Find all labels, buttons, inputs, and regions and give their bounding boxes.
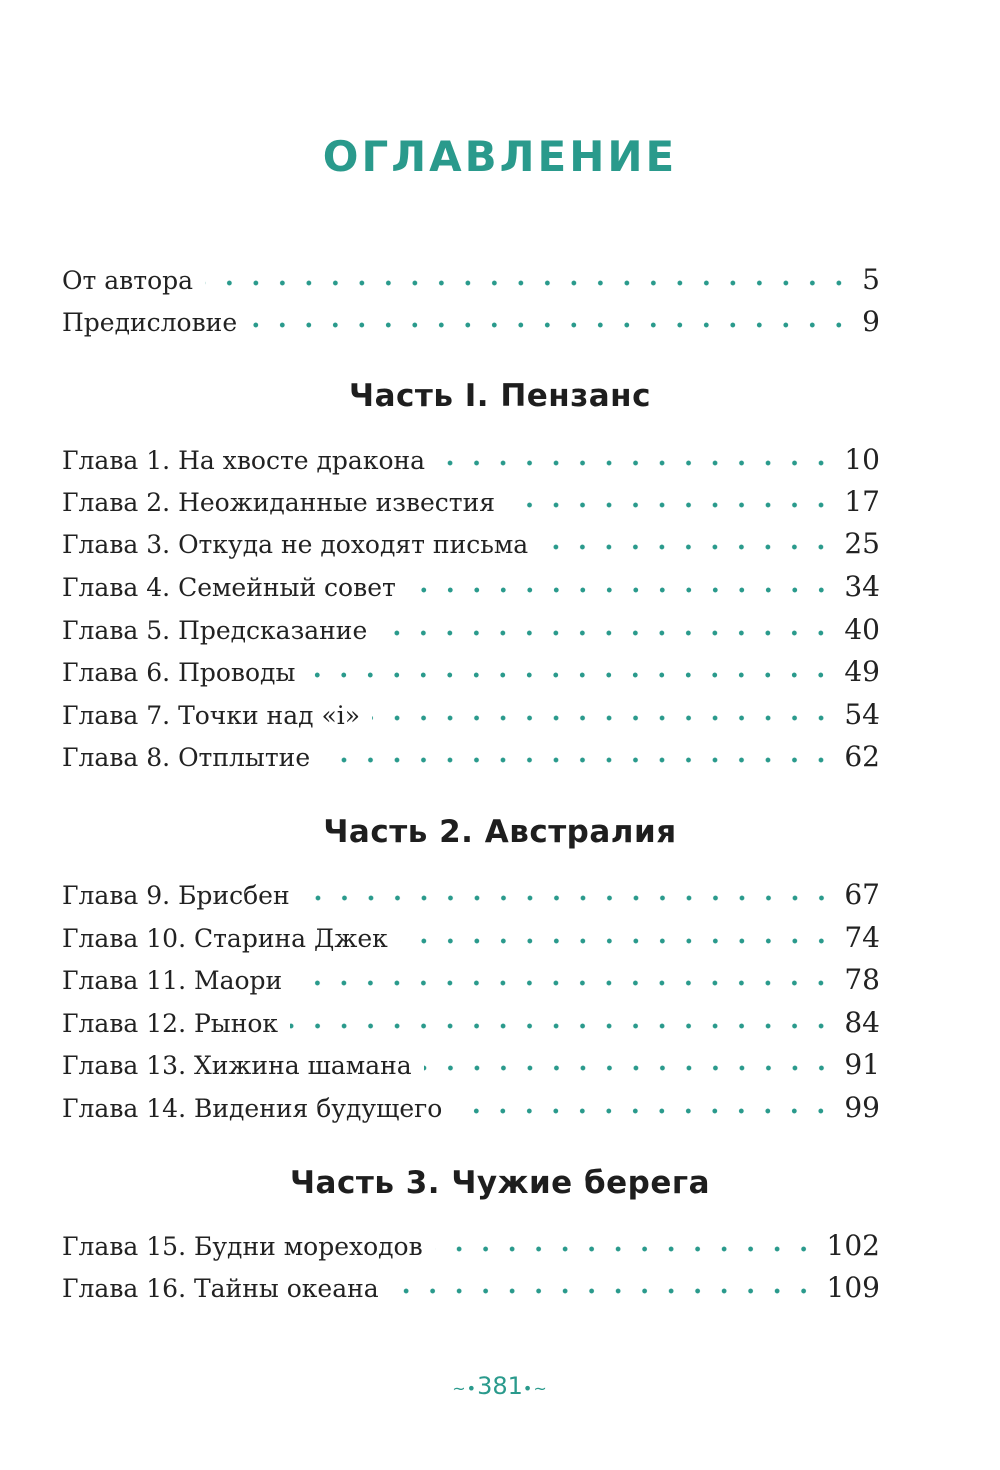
toc-entry-label: От автора [62, 266, 194, 295]
toc-entry-page: 17 [844, 485, 880, 518]
toc-entry-chapter-7[interactable] [62, 695, 880, 735]
part-heading-2: Часть 2. Австралия [323, 814, 677, 850]
dot-leader [294, 980, 834, 986]
dot-leader [400, 938, 835, 944]
toc-entry-preface[interactable] [62, 302, 880, 342]
toc-entry-page: 74 [844, 921, 880, 954]
dot-leader [372, 715, 834, 721]
toc-entry-chapter-15[interactable] [62, 1226, 880, 1266]
toc-entry-chapter-4[interactable] [62, 567, 880, 607]
toc-entry-chapter-2[interactable] [62, 482, 880, 522]
toc-heading: ОГЛАВЛЕНИЕ [322, 132, 678, 181]
toc-entry-label: Глава 11. Маори [62, 966, 283, 995]
dot-leader [540, 544, 834, 550]
part-heading-1: Часть I. Пензанс [349, 378, 651, 414]
toc-entry-foreword-author[interactable] [62, 260, 880, 300]
toc-entry-chapter-14[interactable] [62, 1088, 880, 1128]
dot-leader [379, 630, 834, 636]
dot-leader [424, 1065, 835, 1071]
dot-leader [307, 672, 834, 678]
toc-entry-page: 91 [844, 1048, 880, 1081]
toc-entry-page: 40 [844, 613, 880, 646]
toc-entry-page: 102 [826, 1229, 880, 1262]
dot-leader [507, 502, 834, 508]
toc-entry-label: Глава 3. Откуда не доходят письма [62, 530, 529, 559]
toc-entry-label: Глава 1. На хвосте дракона [62, 446, 426, 475]
toc-entry-chapter-12[interactable] [62, 1003, 880, 1043]
toc-entry-page: 49 [844, 655, 880, 688]
toc-entry-chapter-6[interactable] [62, 652, 880, 692]
dot-leader [290, 1023, 834, 1029]
toc-entry-label: Глава 8. Отплытие [62, 743, 311, 772]
toc-entry-page: 62 [844, 740, 880, 773]
dot-leader [454, 1108, 834, 1114]
toc-entry-label: Глава 5. Предсказание [62, 616, 368, 645]
toc-entry-label: Глава 15. Будни мореходов [62, 1232, 423, 1261]
toc-entry-page: 54 [844, 698, 880, 731]
toc-entry-label: Глава 16. Тайны океана [62, 1274, 379, 1303]
toc-entry-label: Глава 10. Старина Джек [62, 924, 388, 953]
toc-entry-label: Глава 14. Видения будущего [62, 1094, 443, 1123]
toc-entry-chapter-16[interactable] [62, 1268, 880, 1308]
dot-leader [205, 280, 852, 286]
dot-leader [249, 322, 852, 328]
toc-entry-chapter-13[interactable] [62, 1045, 880, 1085]
toc-entry-page: 84 [844, 1006, 880, 1039]
toc-entry-page: 10 [844, 443, 880, 476]
toc-entry-page: 99 [844, 1091, 880, 1124]
dot-leader [408, 587, 835, 593]
toc-entry-chapter-10[interactable] [62, 918, 880, 958]
dot-leader [437, 460, 834, 466]
toc-entry-chapter-9[interactable] [62, 875, 880, 915]
page-number [0, 1372, 1000, 1400]
toc-entry-chapter-5[interactable] [62, 610, 880, 650]
toc-entry-page: 9 [862, 305, 880, 338]
dot-leader [391, 1288, 817, 1294]
dot-leader [322, 757, 834, 763]
folio-ornament-right: •~ [522, 1379, 548, 1398]
toc-entry-label: Глава 7. Точки над «i» [62, 701, 361, 730]
dot-leader [435, 1246, 817, 1252]
toc-entry-page: 78 [844, 963, 880, 996]
toc-entry-label: Глава 4. Семейный совет [62, 573, 396, 602]
toc-entry-chapter-11[interactable] [62, 960, 880, 1000]
toc-entry-label: Предисловие [62, 308, 238, 337]
toc-entry-chapter-1[interactable] [62, 440, 880, 480]
toc-entry-label: Глава 12. Рынок [62, 1009, 279, 1038]
toc-entry-label: Глава 6. Проводы [62, 658, 296, 687]
toc-entry-page: 34 [844, 570, 880, 603]
toc-entry-page: 67 [844, 878, 880, 911]
folio-ornament-left: ~• [452, 1379, 478, 1398]
toc-entry-chapter-8[interactable] [62, 737, 880, 777]
toc-entry-page: 25 [844, 527, 880, 560]
toc-entry-label: Глава 9. Брисбен [62, 881, 290, 910]
toc-entry-page: 5 [862, 263, 880, 296]
page-number-value: 381 [477, 1372, 523, 1400]
toc-entry-label: Глава 2. Неожиданные известия [62, 488, 496, 517]
toc-entry-page: 109 [826, 1271, 880, 1304]
dot-leader [302, 895, 835, 901]
toc-entry-label: Глава 13. Хижина шамана [62, 1051, 412, 1080]
part-heading-3: Часть 3. Чужие берега [290, 1165, 710, 1201]
toc-entry-chapter-3[interactable] [62, 524, 880, 564]
